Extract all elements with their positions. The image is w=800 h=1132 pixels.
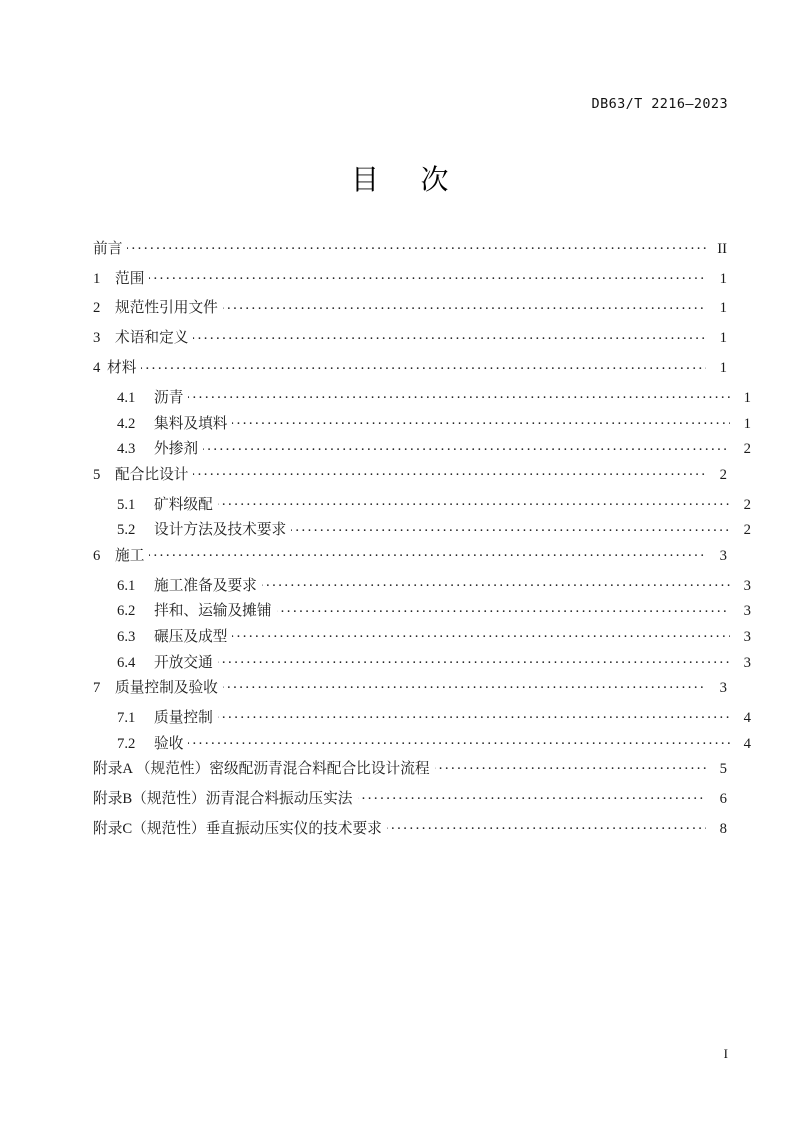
toc-dot-leader — [435, 758, 706, 773]
toc-entry[interactable] — [93, 328, 727, 346]
toc-entry-page-number: 6 — [719, 791, 727, 808]
toc-entry-number: 5 — [93, 466, 101, 483]
toc-entry-label: 附录B（规范性）沥青混合料振动压实法 — [93, 791, 353, 808]
toc-entry-number: 5.1 — [117, 496, 136, 513]
toc-entry-label: 术语和定义 — [115, 330, 189, 347]
toc-entry[interactable] — [93, 677, 727, 695]
toc-entry-number: 7 — [93, 680, 101, 697]
toc-entry-page-number: II — [717, 240, 727, 257]
page-title-char-1: 目 — [350, 165, 380, 196]
toc-entry-page-number: 1 — [719, 300, 727, 317]
toc-dot-leader — [291, 520, 730, 535]
toc-entry-number: 1 — [93, 270, 101, 287]
toc-entry-number: 6.2 — [117, 603, 136, 620]
toc-entry-label: 施工准备及要求 — [154, 577, 257, 594]
toc-entry-label: 设计方法及技术要求 — [154, 522, 287, 539]
toc-entry-label: 沥青 — [154, 390, 184, 407]
toc-dot-leader — [262, 575, 730, 590]
toc-entry-page-number: 2 — [743, 441, 751, 458]
toc-entry-label: 附录C（规范性）垂直振动压实仪的技术要求 — [93, 820, 382, 837]
toc-entry-page-number: 5 — [719, 761, 727, 778]
toc-entry-page-number: 2 — [719, 466, 727, 483]
toc-entry[interactable] — [93, 520, 751, 538]
standard-code-header: DB63/T 2216—2023 — [591, 96, 728, 112]
toc-entry-label: 范围 — [115, 270, 145, 287]
toc-entry[interactable] — [93, 238, 727, 256]
toc-entry-number: 6.3 — [117, 628, 136, 645]
toc-entry-number: 4.2 — [117, 415, 136, 432]
toc-entry-page-number: 3 — [719, 547, 727, 564]
toc-dot-leader — [223, 298, 706, 313]
toc-entry-number: 2 — [93, 300, 101, 317]
toc-entry-number: 4 — [93, 360, 101, 377]
toc-entry-label: 配合比设计 — [115, 466, 189, 483]
toc-entry-label: 质量控制 — [154, 710, 213, 727]
toc-entry-page-number: 1 — [743, 390, 751, 407]
toc-dot-leader — [127, 238, 706, 253]
toc-entry[interactable] — [93, 652, 751, 670]
toc-entry-page-number: 1 — [719, 360, 727, 377]
toc-entry[interactable] — [93, 387, 751, 405]
toc-entry-page-number: 3 — [719, 680, 727, 697]
toc-dot-leader — [277, 601, 730, 616]
toc-entry[interactable] — [93, 494, 751, 512]
toc-entry-label: 质量控制及验收 — [115, 680, 218, 697]
toc-entry-number: 6.1 — [117, 577, 136, 594]
toc-entry-page-number: 3 — [743, 628, 751, 645]
toc-dot-leader — [232, 413, 730, 428]
toc-dot-leader — [223, 677, 706, 692]
toc-dot-leader — [203, 439, 730, 454]
toc-entry-label: 拌和、运输及摊铺 — [154, 603, 272, 620]
toc-entry-label: 规范性引用文件 — [115, 300, 218, 317]
page-title-char-2: 次 — [420, 165, 450, 196]
toc-dot-leader — [141, 358, 706, 373]
toc-entry-page-number: 1 — [719, 330, 727, 347]
toc-dot-leader — [218, 494, 730, 509]
toc-entry-page-number: 3 — [743, 603, 751, 620]
toc-entry-page-number: 4 — [743, 735, 751, 752]
toc-entry-page-number: 8 — [719, 820, 727, 837]
toc-entry[interactable] — [93, 358, 727, 376]
toc-entry-page-number: 1 — [719, 270, 727, 287]
toc-entry-label: 前言 — [93, 240, 123, 257]
toc-entry-label: 附录A （规范性）密级配沥青混合料配合比设计流程 — [93, 761, 430, 778]
toc-entry-number: 7.2 — [117, 735, 136, 752]
toc-dot-leader — [188, 387, 730, 402]
toc-entry-page-number: 2 — [743, 496, 751, 513]
toc-entry-page-number: 3 — [743, 654, 751, 671]
toc-dot-leader — [218, 652, 730, 667]
toc-entry[interactable] — [93, 413, 751, 431]
toc-dot-leader — [232, 626, 730, 641]
toc-entry-number: 5.2 — [117, 522, 136, 539]
toc-dot-leader — [193, 328, 706, 343]
toc-entry-number: 4.1 — [117, 390, 136, 407]
toc-entry[interactable] — [93, 626, 751, 644]
toc-entry-label: 外掺剂 — [154, 441, 199, 458]
toc-dot-leader — [149, 545, 706, 560]
toc-dot-leader — [188, 733, 730, 748]
toc-dot-leader — [193, 464, 706, 479]
toc-dot-leader — [149, 268, 706, 283]
toc-entry-label: 开放交通 — [154, 654, 213, 671]
toc-entry[interactable] — [93, 788, 727, 806]
toc-entry[interactable] — [93, 707, 751, 725]
toc-entry-number: 6 — [93, 547, 101, 564]
toc-dot-leader — [387, 818, 706, 833]
toc-entry[interactable] — [93, 575, 751, 593]
footer-page-number: I — [723, 1046, 728, 1061]
toc-entry[interactable] — [93, 601, 751, 619]
toc-entry-page-number: 4 — [743, 710, 751, 727]
table-of-contents — [93, 238, 751, 848]
toc-entry-label: 验收 — [154, 735, 184, 752]
toc-entry[interactable] — [93, 758, 727, 776]
page-title — [0, 158, 800, 198]
toc-dot-leader — [358, 788, 707, 803]
toc-entry[interactable] — [93, 298, 727, 316]
toc-entry-number: 6.4 — [117, 654, 136, 671]
toc-entry[interactable] — [93, 545, 727, 563]
toc-entry[interactable] — [93, 439, 751, 457]
toc-entry[interactable] — [93, 733, 751, 751]
toc-entry-number: 7.1 — [117, 710, 136, 727]
toc-entry-label: 矿料级配 — [154, 496, 213, 513]
toc-entry-number: 3 — [93, 330, 101, 347]
toc-entry-page-number: 1 — [743, 415, 751, 432]
toc-entry[interactable] — [93, 268, 727, 286]
toc-entry-label: 施工 — [115, 547, 145, 564]
toc-entry-number: 4.3 — [117, 441, 136, 458]
toc-entry-label: 材料 — [107, 360, 137, 377]
toc-entry[interactable] — [93, 464, 727, 482]
toc-entry-label: 集料及填料 — [154, 415, 228, 432]
toc-entry-page-number: 2 — [743, 522, 751, 539]
toc-entry-label: 碾压及成型 — [154, 628, 228, 645]
toc-dot-leader — [218, 707, 730, 722]
toc-entry-page-number: 3 — [743, 577, 751, 594]
toc-entry[interactable] — [93, 818, 727, 836]
